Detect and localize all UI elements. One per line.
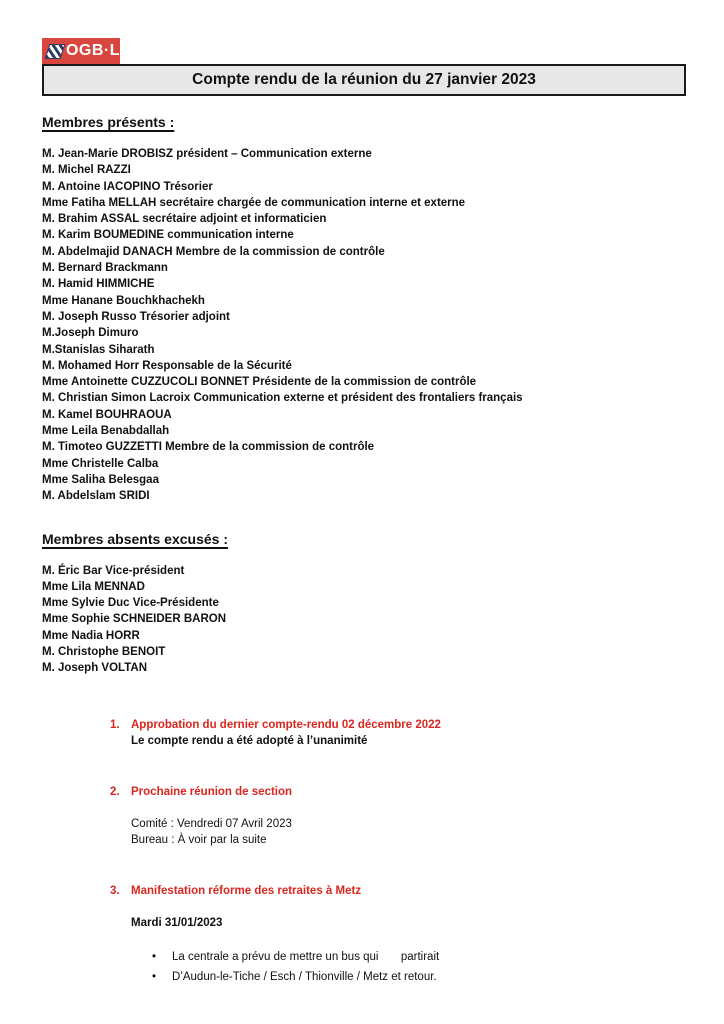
ogbl-stripes-icon [45,44,66,59]
present-members-list [42,146,686,505]
bullet-item [131,947,686,967]
member-line: M. Jean-Marie DROBISZ président – Communication externe [42,148,372,160]
agenda-line: Mardi 31/01/2023 [131,916,223,929]
member-line: Mme Saliha Belesgaa [42,473,159,486]
agenda-item-number: 3. [110,884,120,897]
bullet-list [131,947,686,987]
member-line: M. Mohamed Horr Responsable de la Sécurité [42,359,292,372]
agenda-item-number: 2. [110,785,120,798]
document-title-bar [42,64,686,96]
present-members-heading: Membres présents : [42,114,175,130]
agenda-item [110,717,686,749]
agenda-item [110,784,686,848]
member-line: M. Hamid HIMMICHE [42,278,155,291]
ogbl-logo [42,38,120,64]
agenda-item-title: Manifestation réforme des retraites à Metz [131,884,362,897]
member-line: M. Joseph Russo Trésorier adjoint [42,310,230,323]
bullet-icon: • [152,970,157,983]
member-line: M. Kamel BOUHRAOUA [42,408,172,421]
agenda-list [42,717,686,987]
member-line: M. Michel RAZZI [42,164,131,177]
agenda-line: Comité : Vendredi 07 Avril 2023 [131,817,292,830]
member-line: M.Stanislas Siharath [42,343,155,356]
member-line: M. Abdelslam SRIDI [42,490,150,503]
member-line: Mme Fatiha MELLAH secrétaire chargée de communication interne et externe [42,196,466,209]
agenda-item-heading [110,883,686,899]
member-line: M. Christian Simon Lacroix Communication externe et président des frontaliers français [42,392,523,405]
member-line: Mme Leila Benabdallah [42,425,170,438]
document-title: Compte rendu de la réunion du 27 janvier 2023 [192,71,536,88]
member-line: M. Abdelmajid DANACH Membre de la commission de contrôle [42,245,385,258]
agenda-item-heading [110,784,686,800]
member-line: M. Antoine IACOPINO Trésorier [42,180,213,193]
member-line: M. Bernard Brackmann [42,262,168,275]
member-line: M. Christophe BENOIT [42,646,166,659]
member-line: M.Joseph Dimuro [42,327,139,340]
member-line: M. Éric Bar Vice-président [42,564,185,577]
member-line: M. Brahim ASSAL secrétaire adjoint et informaticien [42,213,327,226]
agenda-item-number: 1. [110,718,120,731]
absent-members-heading: Membres absents excusés : [42,530,228,547]
member-line: M. Karim BOUMEDINE communication interne [42,229,294,242]
agenda-item [110,883,686,987]
bullet-text: La centrale a prévu de mettre un bus qui partirait [172,950,440,963]
member-line: M. Timoteo GUZZETTI Membre de la commission de contrôle [42,441,375,454]
bullet-text: D’Audun-le-Tiche / Esch / Thionville / Metz et retour. [172,970,437,983]
agenda-item-heading [110,717,686,733]
member-line: Mme Sophie SCHNEIDER BARON [42,613,227,626]
member-line: Mme Christelle Calba [42,457,159,470]
member-line: Mme Lila MENNAD [42,580,145,593]
absent-members-list [42,563,686,677]
member-line: Mme Nadia HORR [42,629,140,642]
member-line: Mme Hanane Bouchkhachekh [42,294,205,307]
agenda-line: Bureau : À voir par la suite [131,833,267,846]
agenda-line: Le compte rendu a été adopté à l’unanimité [131,734,368,747]
member-line: Mme Sylvie Duc Vice-Présidente [42,597,219,610]
bullet-item [131,967,686,987]
agenda-item-title: Approbation du dernier compte-rendu 02 décembre 2022 [131,718,441,731]
bullet-icon: • [152,950,157,963]
member-line: Mme Antoinette CUZZUCOLI BONNET Présidente de la commission de contrôle [42,376,477,389]
member-line: M. Joseph VOLTAN [42,662,147,675]
agenda-item-title: Prochaine réunion de section [131,785,293,798]
ogbl-logo-text: OGB·L [65,42,120,59]
